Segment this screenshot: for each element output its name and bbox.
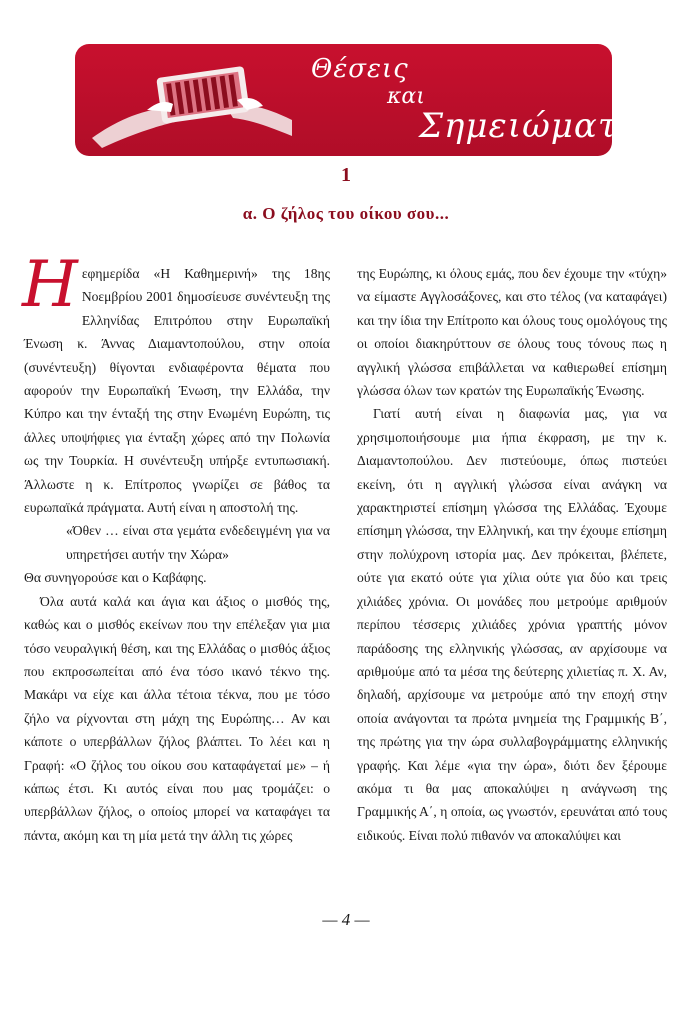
paragraph: Γιατί αυτή είναι η διαφωνία μας, για να χρησιμοποιήσουμε μια ήπια έκφραση, με την κ. Διαμαντοπούλου. Δεν πιστεύουμε, όπως πιστεύει εκείνη, ότι η αγγλική γλώσσα είναι ανάγκη να χαρακτηριστεί επίσημη γλώσσα της Ελλάδας. Έχουμε επίσημη γλώσσα, την Ελληνική, και την έχουμε επίσημη στην πολύχρονη ιστορία μας. Δεν πρόκειται, βλέπετε, ούτε για εκατό ούτε για χίλια ούτε για δύο και τρεις χιλιάδες χρόνια. Οι μονάδες που μετρούμε αριθμούν περίπου τέσσερις χιλιάδες χρόνια γραπτής μόνον παράδοσης της ελληνικής γλώσσας, αν αρχίσουμε να αριθμούμε από τα μέσα της δεύτερης χιλιετίας π. Χ. Αν, δηλαδή, αρχίσουμε να μετρούμε από την εποχή στην οποία ανάγονται τα πρώτα μνημεία της Γραμμικής Β΄, της πρώτης για την ώρα συλλαβογράμματης ελληνικής γραφής. Και λέμε «για την ώρα», διότι δεν ξέρουμε ακόμα τι θα μας αποκαλύψει η ανάγνωση της Γραμμικής Α΄, η οποία, ως γνωστόν, ερευνάται από τους ειδικούς. Είναι πολύ πιθανόν να αποκαλύψει και xyxy=(357,406,667,843)
page-number: — 4 — xyxy=(322,910,370,929)
paragraph: Όλα αυτά καλά και άγια και άξιος ο μισθός της, καθώς και ο μισθός εκείνων που την επέλεξαν για μια τόσο νευραλγική θέση, και της Ελλάδας ο μισθός άξιος που εκπροσωπείται από ένα τόσο ικανό τέκνο της. Μακάρι να είχε και άλλα τέτοια τέκνα, που με τόσο ζήλο να ρίχνονται στη μάχη της Ευρώπης… Αν και κάποτε ο υπερβάλλων ζήλος βλάπτει. Το λέει και η Γραφή: «Ο ζήλος του οίκου σου καταφάγεταί με» – ή κάπως έτσι. Κι αυτός είναι που μας τρομάζει: ο υπερβάλλων ζήλος, ο οποίος μπορεί να καταφάγει τα πάντα, ακόμη και τη μία μετά την άλλη τις χώρες xyxy=(24,593,330,843)
paragraph-text: εφημερίδα «Η Καθημερινή» της 18ης Νοεμβρίου 2001 δημοσίευσε συνέντευξη της Ελληνίδας Επιτρόπου στην Ευρωπαϊκή Ένωση κ. Άννας Διαμαντοπούλου, στην οποία (συνέντευξη) θίγονται ενδιαφέροντα θέματα που αφορούν την Ευρωπαϊκή Ένωση, την Ελλάδα, την Κύπρο και την ένταξή της στην Ενωμένη Ευρώπη, τις άλλες υποψήφιες για ένταξη χώρες από την Πολωνία ως την Τουρκία. Η συνέντευξη υπήρξε εντυπωσιακή. Άλλωστε η κ. Επίτροπος γνωρίζει σε βάθος τα ευρωπαϊκά πράγματα. Αυτή είναι η αποστολή της. xyxy=(24,266,330,516)
banner-title-line3: Σημειώματα xyxy=(419,106,642,146)
section-title: α. Ο ζήλος του οίκου σου... xyxy=(242,204,450,223)
banner-title-line2: και xyxy=(387,84,425,109)
chapter-number: 1 xyxy=(341,164,351,186)
left-column xyxy=(22,248,330,847)
block-quote: «Όθεν … είναι στα γεμάτα ενδεδειγμένη για να υπηρετήσει αυτήν την Χώρα» xyxy=(66,523,330,562)
hands-holding-tablet-icon xyxy=(87,50,297,150)
paragraph: της Ευρώπης, κι όλους εμάς, που δεν έχουμε την «τύχη» να είμαστε Αγγλοσάξονες, και στο τέλος (να καταφάγει) και την ίδια την Επίτροπο και όλους τους ομολόγους της οι οποίοι διακηρύττουν σε όλους τους τόνους πως η αγγλική γλώσσα επιβάλλεται να καθιερωθεί επίσημη γλώσσα όλων των κρατών της Ευρωπαϊκής Ένωσης. xyxy=(357,266,667,399)
header-banner xyxy=(75,44,642,156)
right-column xyxy=(357,262,667,847)
drop-cap: Η xyxy=(22,248,78,322)
paragraph xyxy=(22,248,330,519)
banner-title-line1: Θέσεις xyxy=(311,54,409,84)
paragraph: Θα συνηγορούσε και ο Καβάφης. xyxy=(24,570,207,586)
